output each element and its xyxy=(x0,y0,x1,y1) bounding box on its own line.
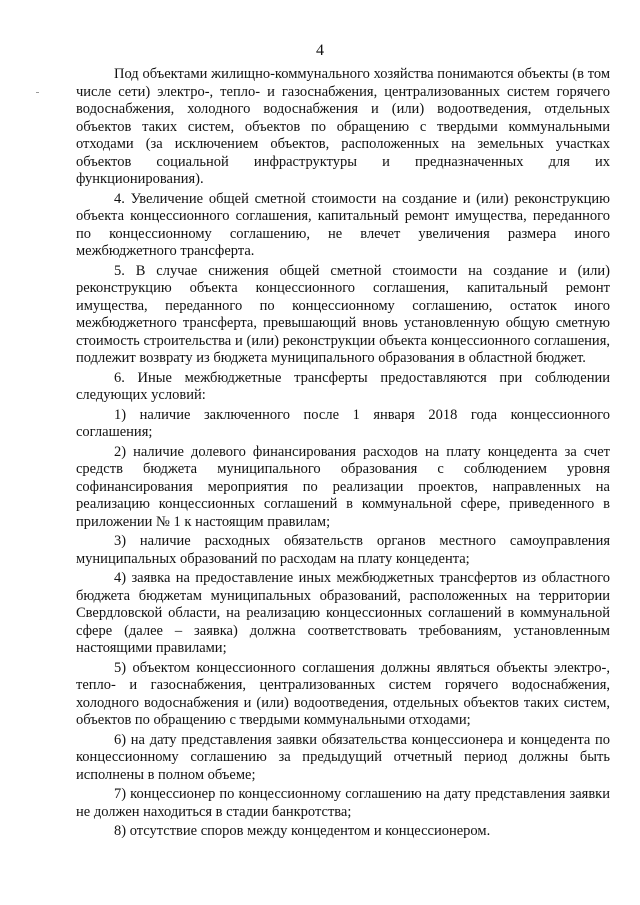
list-item-condition-1: 1) наличие заключенного после 1 января 2018 года концессионного соглашения; xyxy=(76,406,610,440)
list-item-condition-2: 2) наличие долевого финансирования расходов на плату концедента за счет средств бюджета муниципального образования с соблюдением уровня софинансирования мероприятия по реализации проектов, направленных на реализацию концессионных соглашений в коммунальной сфере, приведенного в приложении № 1 к настоящим правилам; xyxy=(76,443,610,530)
paragraph-clause-4: 4. Увеличение общей сметной стоимости на создание и (или) реконструкцию объекта концессионного соглашения, капитальный ремонт имущества, переданного по концессионному соглашению, не влечет увеличения размера иного межбюджетного трансферта. xyxy=(76,190,610,259)
margin-mark xyxy=(36,92,39,93)
list-item-condition-8: 8) отсутствие споров между концедентом и концессионером. xyxy=(114,823,491,839)
list-item-condition-5: 5) объектом концессионного соглашения должны являться объекты электро-, тепло- и газоснабжения, централизованных систем горячего водоснабжения, холодного водоснабжения и (или) водоотведения, отдельных объектов таких систем, объектов по обращению с твердыми коммунальными отходами; xyxy=(76,659,610,728)
paragraph-clause-6: 6. Иные межбюджетные трансферты предоставляются при соблюдении следующих условий: xyxy=(76,369,610,403)
list-item-condition-7: 7) концессионер по концессионному соглашению на дату представления заявки не должен находиться в стадии банкротства; xyxy=(76,786,610,820)
paragraph-housing-definition: Под объектами жилищно-коммунального хозяйства понимаются объекты (в том числе сети) электро-, тепло- и газоснабжения, централизованных систем горячего водоснабжения, холодного водоснабжения и (или) водоотведения, отдельных объектов таких систем, объектов по обращению с твердыми коммунальными отходами (за исключением объектов, расположенных на земельных участках объектов социальной инфраструктуры и предназначенных для их функционирования). xyxy=(76,66,610,187)
list-item-condition-4: 4) заявка на предоставление иных межбюджетных трансфертов из областного бюджета бюджетам муниципальных образований, расположенных на территории Свердловской области, на реализацию концессионных соглашений в коммунальной сфере (далее – заявка) должна соответствовать требованиям, установленным настоящими правилами; xyxy=(76,570,610,656)
paragraph-clause-5: 5. В случае снижения общей сметной стоимости на создание и (или) реконструкцию объекта концессионного соглашения, капитальный ремонт имущества, переданного по концессионному соглашению, остаток иного межбюджетного трансферта, превышающий вновь установленную общую сметную стоимость строительства и (или) реконструкции объекта концессионного соглашения, подлежит возврату из бюджета муниципального образования в областной бюджет. xyxy=(76,262,610,366)
list-item-condition-3: 3) наличие расходных обязательств органов местного самоуправления муниципальных образований по расходам на плату концедента; xyxy=(76,533,610,567)
document-body xyxy=(76,66,610,843)
list-item-condition-6: 6) на дату представления заявки обязательства концессионера и концедента по концессионному соглашению за предыдущий отчетный период должны быть исполнены в полном объеме; xyxy=(76,731,610,783)
page-number: 4 xyxy=(316,42,324,59)
